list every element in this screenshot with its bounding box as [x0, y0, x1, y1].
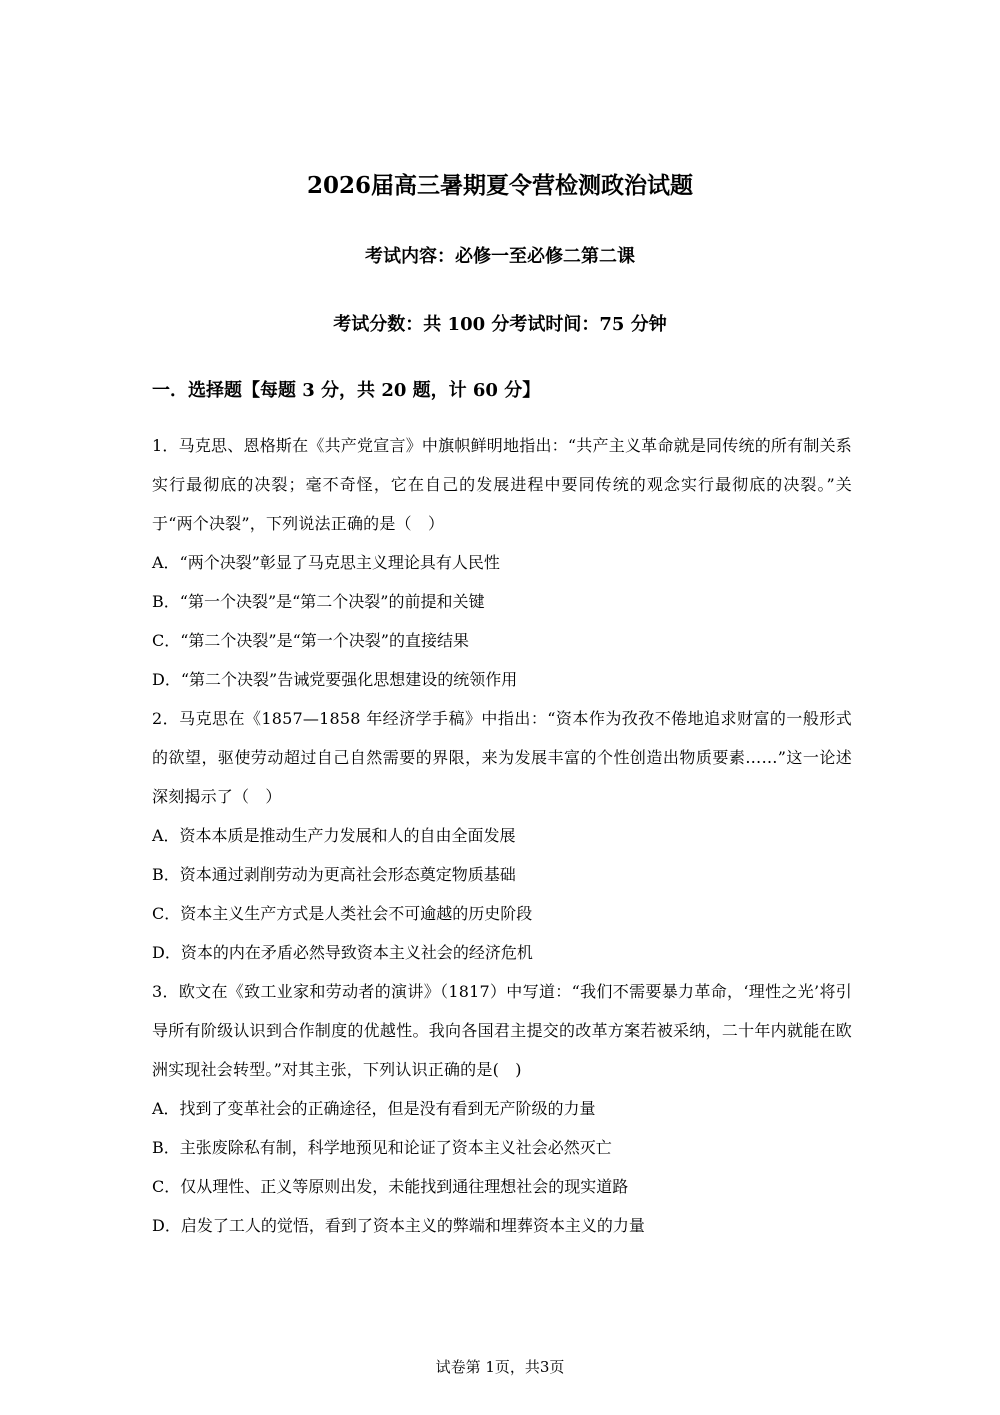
question-stem: 1．马克思、恩格斯在《共产党宣言》中旗帜鲜明地指出：“共产主义革命就是同传统的所有制关系实行最彻底的决裂；毫不奇怪，它在自己的发展进程中要同传统的观念实行最彻底的决裂。”关于“两个决裂”，下列说法正确的是（ ）	[152, 436, 852, 533]
option-d: D．资本的内在矛盾必然导致资本主义社会的经济危机	[152, 943, 533, 962]
question-1	[152, 426, 852, 699]
exam-score-time-line: 考试分数：共 100 分考试时间：75 分钟	[333, 314, 667, 335]
option-d: D．启发了工人的觉悟，看到了资本主义的弊端和埋葬资本主义的力量	[152, 1216, 645, 1235]
question-2	[152, 699, 852, 972]
exam-content-line: 考试内容：必修一至必修二第二课	[365, 246, 635, 267]
option-c: C．仅从理性、正义等原则出发，未能找到通往理想社会的现实道路	[152, 1177, 629, 1196]
question-list	[152, 426, 852, 1245]
option-b: B．“第一个决裂”是“第二个决裂”的前提和关键	[152, 592, 485, 611]
option-c: C．“第二个决裂”是“第一个决裂”的直接结果	[152, 631, 469, 650]
option-d: D．“第二个决裂”告诫党要强化思想建设的统领作用	[152, 670, 518, 689]
page-footer: 试卷第 1页，共3页	[435, 1358, 565, 1376]
option-c: C．资本主义生产方式是人类社会不可逾越的历史阶段	[152, 904, 533, 923]
option-a: A．找到了变革社会的正确途径，但是没有看到无产阶级的力量	[152, 1099, 596, 1118]
option-b: B．主张废除私有制，科学地预见和论证了资本主义社会必然灭亡	[152, 1138, 612, 1157]
option-b: B．资本通过剥削劳动为更高社会形态奠定物质基础	[152, 865, 516, 884]
question-stem: 3．欧文在《致工业家和劳动者的演讲》（1817）中写道：“我们不需要暴力革命，‘理性之光’将引导所有阶级认识到合作制度的优越性。我向各国君主提交的改革方案若被采纳，二十年内就能在欧洲实现社会转型。”对其主张，下列认识正确的是( )	[152, 982, 852, 1079]
option-a: A．“两个决裂”彰显了马克思主义理论具有人民性	[152, 553, 500, 572]
question-3	[152, 972, 852, 1245]
option-a: A．资本本质是推动生产力发展和人的自由全面发展	[152, 826, 516, 845]
exam-title: 2026届高三暑期夏令营检测政治试题	[306, 172, 693, 199]
section-heading: 一．选择题【每题 3 分，共 20 题，计 60 分】	[152, 380, 541, 401]
question-stem: 2．马克思在《1857—1858 年经济学手稿》中指出：“资本作为孜孜不倦地追求财富的一般形式的欲望，驱使劳动超过自己自然需要的界限，来为发展丰富的个性创造出物质要素……”这一论述深刻揭示了（ ）	[152, 709, 852, 806]
